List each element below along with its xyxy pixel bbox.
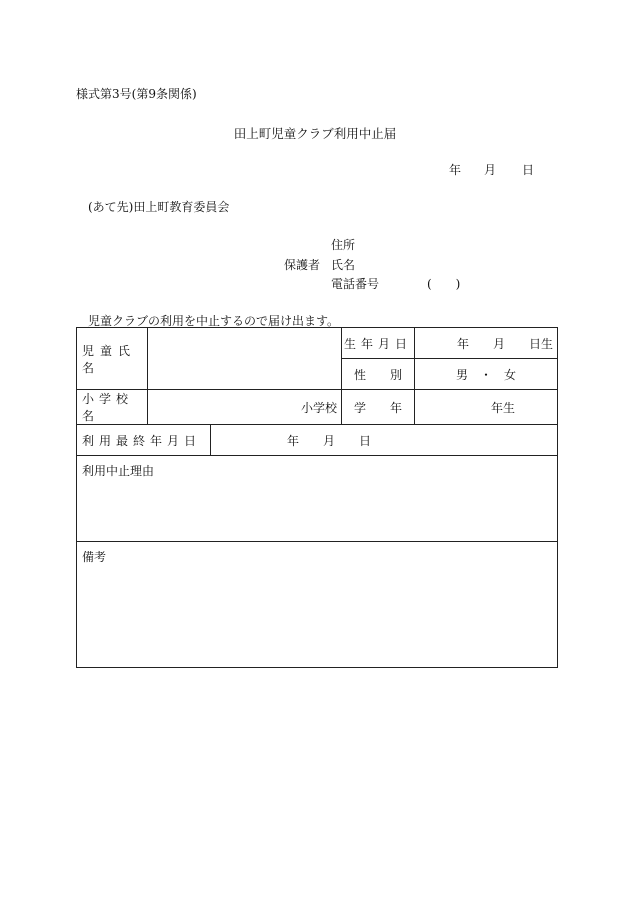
last-use-date-label: 利用最終年月日 — [77, 425, 211, 456]
grade-value[interactable]: 年生 — [415, 390, 558, 425]
guardian-phone-parens: ( ) — [427, 277, 461, 291]
date-month-label: 月 — [484, 163, 497, 177]
form-number: 様式第3号(第9条関係) — [76, 87, 197, 101]
guardian-label: 保護者 — [284, 258, 321, 272]
reason-field[interactable] — [77, 456, 558, 542]
grade-label: 学 年 — [342, 390, 415, 425]
date-day-label: 日 — [522, 163, 535, 177]
guardian-phone-label: 電話番号 — [331, 277, 380, 291]
school-name-label: 小学校名 — [77, 390, 148, 425]
statement-text: 児童クラブの利用を中止するので届け出ます。 — [88, 314, 340, 328]
school-name-field[interactable]: 小学校 — [148, 390, 342, 425]
guardian-address-label: 住所 — [331, 238, 356, 252]
date-year-label: 年 — [449, 163, 462, 177]
reason-label: 利用中止理由 — [82, 464, 155, 478]
application-table — [76, 327, 558, 668]
remarks-field[interactable] — [77, 542, 558, 668]
addressee: (あて先)田上町教育委員会 — [88, 200, 230, 214]
gender-options[interactable]: 男 ・ 女 — [415, 359, 558, 390]
birth-date-value[interactable]: 年 月 日生 — [415, 328, 558, 359]
child-name-label: 児童氏名 — [77, 328, 148, 390]
child-name-field[interactable] — [148, 328, 342, 390]
remarks-label: 備考 — [82, 550, 107, 564]
form-title: 田上町児童クラブ利用中止届 — [233, 126, 397, 141]
guardian-name-label: 氏名 — [331, 258, 356, 272]
last-use-date-value[interactable]: 年 月 日 — [211, 425, 558, 456]
birth-date-label: 生年月日 — [342, 328, 415, 359]
gender-label: 性 別 — [342, 359, 415, 390]
